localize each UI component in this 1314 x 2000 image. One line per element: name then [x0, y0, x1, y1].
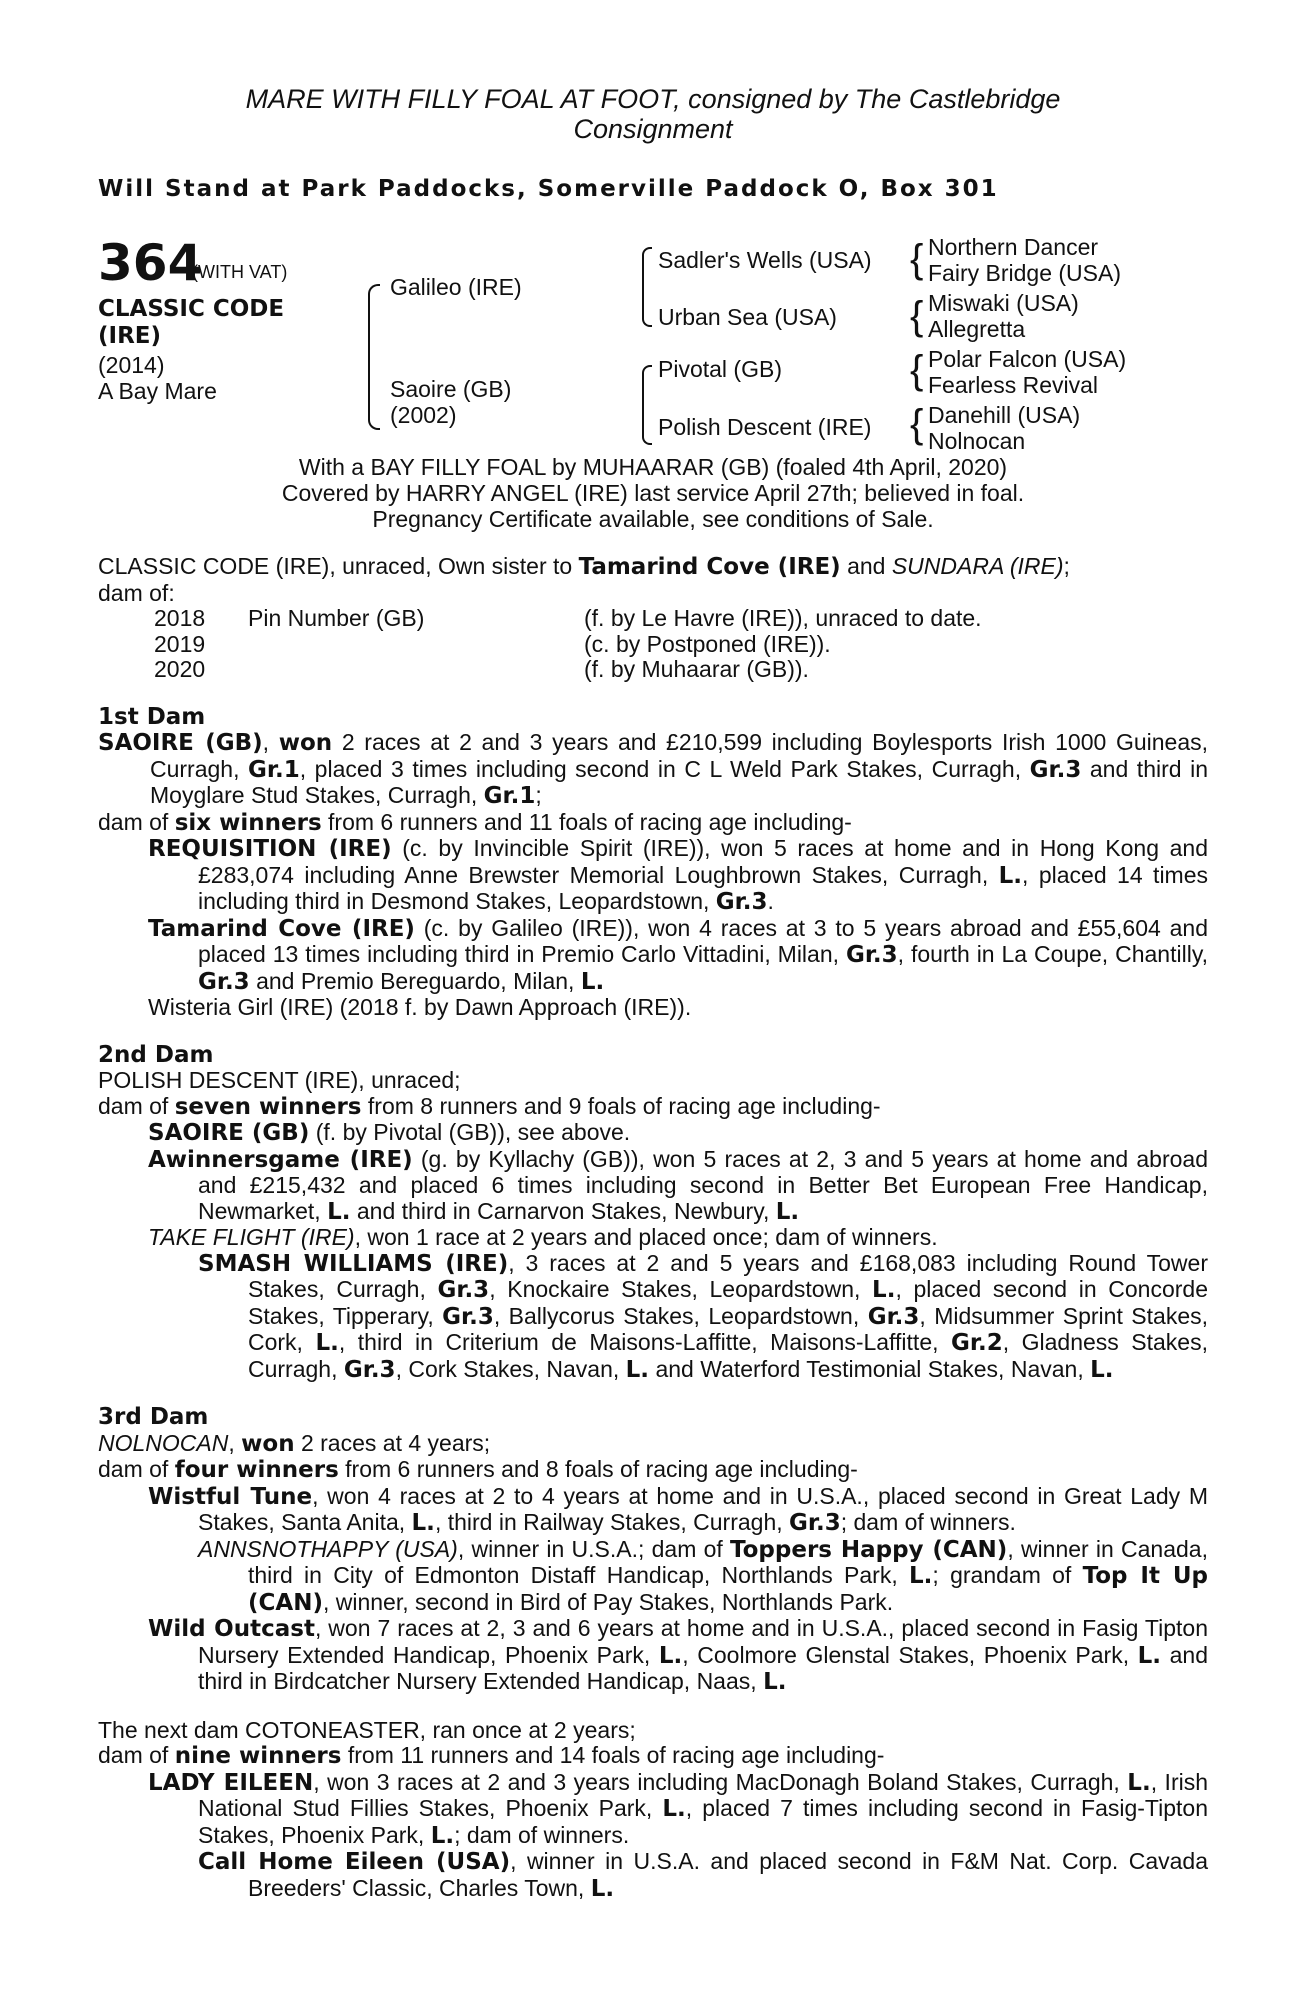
foal-info-1: With a BAY FILLY FOAL by MUHAARAR (GB) (foaled 4th April, 2020) — [298, 454, 1008, 480]
pedigree-brace-1: { — [910, 237, 924, 281]
catalogue-page — [98, 84, 1209, 1902]
pedigree-brace-4: { — [910, 402, 924, 446]
produce-row: 2020 (f. by Muhaarar (GB)). — [154, 656, 809, 682]
horse-name-line2: (IRE) — [98, 323, 162, 349]
saoire-entry: SAOIRE (GB) (f. by Pivotal (GB)), see above. — [148, 1119, 631, 1146]
pedigree-bracket-2 — [642, 247, 652, 327]
first-dam-produce: dam of six winners from 6 runners and 11 foals of racing age including- — [98, 808, 852, 836]
pedigree-dds: Danehill (USA) — [928, 402, 1081, 428]
pedigree-sdd: Allegretta — [928, 316, 1026, 342]
pedigree-sss: Northern Dancer — [928, 234, 1099, 260]
third-dam-heading: 3rd Dam — [98, 1404, 209, 1430]
take-flight-entry: TAKE FLIGHT (IRE), won 1 race at 2 years and placed once; dam of winners. — [148, 1224, 938, 1250]
wistful-tune-entry: Wistful Tune, won 4 races at 2 to 4 years at home and in U.S.A., placed second in Great Lady M Stakes, Santa Anita, L., third in Railway Stakes, Curragh, Gr.3; dam of winners. — [148, 1482, 1208, 1536]
header-line2: Consignment — [573, 114, 733, 144]
horse-description: A Bay Mare — [98, 378, 217, 404]
horse-name-line1: CLASSIC CODE — [98, 296, 285, 322]
second-dam-heading: 2nd Dam — [98, 1041, 214, 1068]
pedigree-dam: Saoire (GB) — [390, 376, 512, 402]
produce-row: 2019 (c. by Postponed (IRE)). — [154, 630, 831, 657]
pedigree-dam-dam: Polish Descent (IRE) — [658, 414, 872, 440]
consignment-header — [98, 84, 1208, 144]
pedigree-dam-year: (2002) — [390, 402, 457, 428]
second-dam-record: POLISH DESCENT (IRE), unraced; — [98, 1067, 461, 1093]
pedigree-brace-2: { — [910, 294, 924, 338]
pedigree-brace-3: { — [910, 348, 924, 392]
vat-note: (WITH VAT) — [192, 262, 288, 282]
produce-row: 2018 Pin Number (GB) (f. by Le Havre (IRE)), unraced to date. — [154, 605, 982, 631]
pedigree-bracket-3 — [642, 365, 652, 445]
tamarind-entry: Tamarind Cove (IRE) (c. by Galileo (IRE)), won 4 races at 3 to 5 years abroad and £55,604 and placed 13 times including third in Premio Carlo Vittadini, Milan, Gr.3, fourth in La Coupe, Chantilly, Gr.3 and Premio Bereguardo, Milan, L. — [148, 914, 1208, 995]
pedigree-sds: Miswaki (USA) — [928, 290, 1079, 316]
third-dam-record: NOLNOCAN, won 2 races at 4 years; — [98, 1429, 491, 1457]
pedigree-sire-dam: Urban Sea (USA) — [658, 304, 837, 330]
foaling-year: (2014) — [98, 352, 165, 378]
awinnersgame-entry: Awinnersgame (IRE) (g. by Kyllachy (GB)), won 5 races at 2, 3 and 5 years at home and abroad and £215,432 and placed 6 times including second in Better Bet European Free Handicap, Newmarket, L. and third in Carnarvon Stakes, Newbury, L. — [148, 1145, 1208, 1225]
header-line1: MARE WITH FILLY FOAL AT FOOT, consigned by The Castlebridge — [245, 84, 1061, 114]
pedigree-dss: Polar Falcon (USA) — [928, 346, 1127, 372]
pedigree-bracket-1 — [368, 284, 380, 430]
foal-info-3: Pregnancy Certificate available, see conditions of Sale. — [372, 506, 934, 532]
horse-name — [98, 296, 284, 350]
call-home-eileen-entry: Call Home Eileen (USA), winner in U.S.A. and placed second in F&M Nat. Corp. Cavada Breeders' Classic, Charles Town, L. — [198, 1848, 1209, 1902]
catalogue-body — [98, 554, 1208, 1902]
stand-location: Will Stand at Park Paddocks, Somerville Paddock O, Box 301 — [98, 176, 999, 202]
pedigree-sire: Galileo (IRE) — [390, 274, 522, 300]
first-dam-record: SAOIRE (GB), won 2 races at 2 and 3 years and £210,599 including Boylesports Irish 1000 Guineas, Curragh, Gr.1, placed 3 times including second in C L Weld Park Stakes, Curragh, Gr.3 and third in Moyglare Stud Stakes, Curragh, Gr.1; — [98, 729, 1209, 809]
lady-eileen-entry: LADY EILEEN, won 3 races at 2 and 3 years including MacDonagh Boland Stakes, Curragh, L., Irish National Stud Fillies Stakes, Phoenix Park, L., placed 7 times including second in Fasig-Tipton Stakes, Phoenix Park, L.; dam of winners. — [148, 1768, 1209, 1849]
pedigree-dsd: Fearless Revival — [928, 372, 1098, 398]
pedigree-sire-sire: Sadler's Wells (USA) — [658, 247, 872, 273]
annsnothappy-entry: ANNSNOTHAPPY (USA), winner in U.S.A.; dam of Toppers Happy (CAN), winner in Canada, third in City of Edmonton Distaff Handicap, Northlands Park, L.; grandam of Top It Up (CAN), winner, second in Bird of Pay Stakes, Northlands Park. — [198, 1535, 1208, 1616]
foal-info-2: Covered by HARRY ANGEL (IRE) last service April 27th; believed in foal. — [281, 480, 1025, 506]
third-dam-produce: dam of four winners from 6 runners and 8 foals of racing age including- — [98, 1456, 858, 1483]
requisition-entry: REQUISITION (IRE) (c. by Invincible Spirit (IRE)), won 5 races at home and in Hong Kong and £283,074 including Anne Brewster Memorial Loughbrown Stakes, Curragh, L., placed 14 times including third in Desmond Stakes, Leopardstown, Gr.3. — [148, 835, 1209, 915]
pedigree-ssd: Fairy Bridge (USA) — [928, 260, 1121, 286]
smash-williams-entry: SMASH WILLIAMS (IRE), 3 races at 2 and 5 years and £168,083 including Round Tower Stakes, Curragh, Gr.3, Knockaire Stakes, Leopardstown, L., placed second in Concorde Stakes, Tipperary, Gr.3, Ballycorus Stakes, Leopardstown, Gr.3, Midsummer Sprint Stakes, Cork, L., third in Criterium de Maisons-Laffitte, Maisons-Laffitte, Gr.2, Gladness Stakes, Curragh, Gr.3, Cork Stakes, Navan, L. and Waterford Testimonial Stakes, Navan, L. — [198, 1249, 1209, 1383]
next-dam-record: The next dam COTONEASTER, ran once at 2 years; — [98, 1716, 636, 1743]
pedigree-dam-sire: Pivotal (GB) — [658, 356, 782, 382]
next-dam-produce: dam of nine winners from 11 runners and 14 foals of racing age including- — [98, 1742, 885, 1769]
wisteria-entry: Wisteria Girl (IRE) (2018 f. by Dawn Approach (IRE)). — [148, 994, 692, 1020]
lot-number: 364 — [98, 234, 203, 292]
first-dam-heading: 1st Dam — [98, 703, 206, 730]
intro-dam-of: dam of: — [98, 579, 175, 606]
pedigree-ddd: Nolnocan — [928, 428, 1026, 454]
intro-line: CLASSIC CODE (IRE), unraced, Own sister to Tamarind Cove (IRE) and SUNDARA (IRE); — [98, 553, 1070, 580]
horse-details — [98, 352, 217, 404]
wild-outcast-entry: Wild Outcast, won 7 races at 2, 3 and 6 years at home and in U.S.A., placed second in Fasig Tipton Nursery Extended Handicap, Phoenix Park, L., Coolmore Glenstal Stakes, Phoenix Park, L. and third in Birdcatcher Nursery Extended Handicap, Naas, L. — [148, 1615, 1209, 1695]
second-dam-produce: dam of seven winners from 8 runners and 9 foals of racing age including- — [98, 1092, 881, 1120]
